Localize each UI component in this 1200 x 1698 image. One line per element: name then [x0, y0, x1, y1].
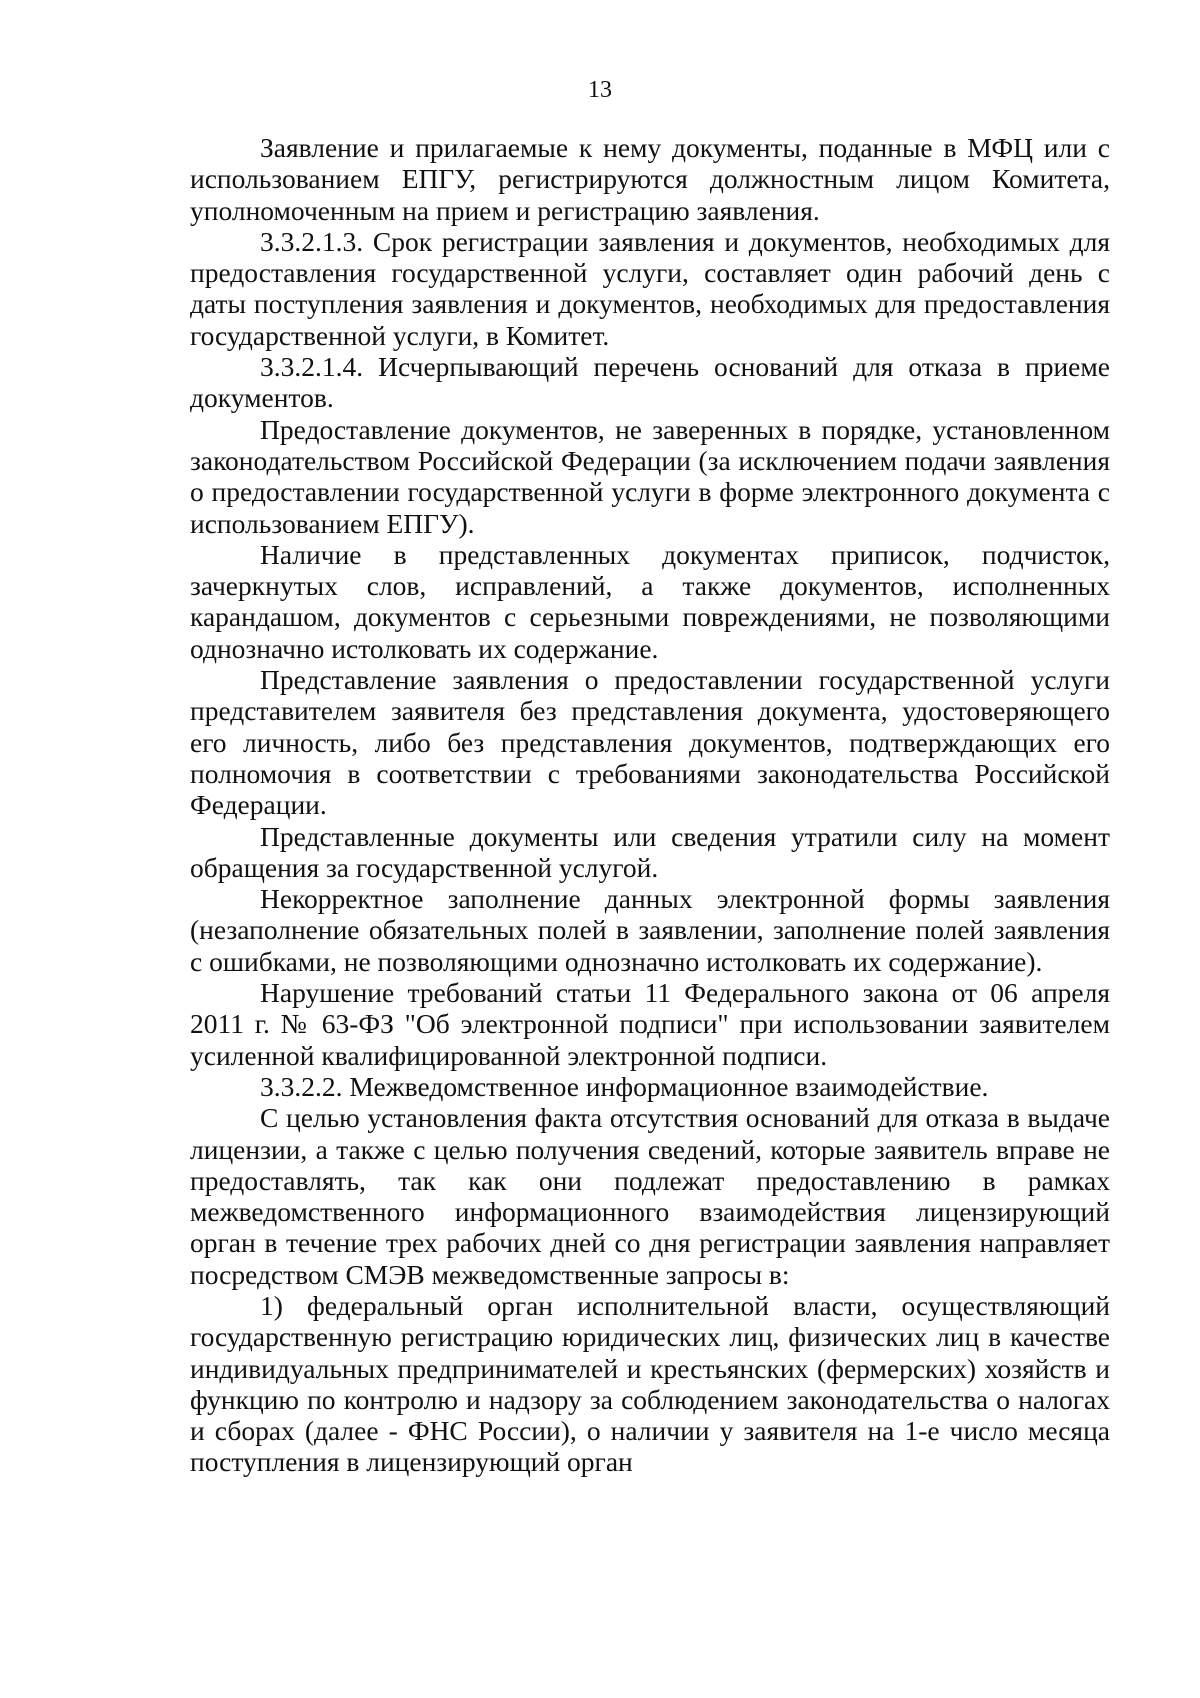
paragraph: 3.3.2.1.3. Срок регистрации заявления и документов, необходимых для предоставления государственной услуги, составляет один рабочий день с даты поступления заявления и документов, необходимых для предоставления государственной услуги, в Комитет.: [190, 225, 1110, 351]
paragraph: 3.3.2.1.4. Исчерпывающий перечень оснований для отказа в приеме документов.: [190, 351, 1110, 414]
paragraph: Некорректное заполнение данных электронной формы заявления (незаполнение обязательных полей в заявлении, заполнение полей заявления с ошибками, не позволяющими однозначно истолковать их содержание).: [190, 883, 1110, 977]
paragraph: Наличие в представленных документах приписок, подчисток, зачеркнутых слов, исправлений, а также документов, исполненных карандашом, документов с серьезными повреждениями, не позволяющими однозначно истолковать их содержание.: [190, 538, 1110, 664]
paragraph: Представленные документы или сведения утратили силу на момент обращения за государственной услугой.: [190, 820, 1110, 883]
document-body: [190, 132, 1110, 1478]
page-number: 13: [588, 77, 612, 103]
paragraph: Нарушение требований статьи 11 Федерального закона от 06 апреля 2011 г. № 63-ФЗ "Об электронной подписи" при использовании заявителем усиленной квалифицированной электронной подписи.: [190, 977, 1110, 1071]
paragraph: 3.3.2.2. Межведомственное информационное взаимодействие.: [260, 1070, 989, 1102]
paragraph: Заявление и прилагаемые к нему документы, поданные в МФЦ или с использованием ЕПГУ, регистрируются должностным лицом Комитета, уполномоченным на прием и регистрацию заявления.: [190, 132, 1110, 226]
paragraph: Представление заявления о предоставлении государственной услуги представителем заявителя без представления документа, удостоверяющего его личность, либо без представления документов, подтверждающих его полномочия в соответствии с требованиями законодательства Российской Федерации.: [190, 664, 1110, 821]
paragraph: 1) федеральный орган исполнительной власти, осуществляющий государственную регистрацию юридических лиц, физических лиц в качестве индивидуальных предпринимателей и крестьянских (фермерских) хозяйств и функцию по контролю и надзору за соблюдением законодательства о налогах и сборах (далее - ФНС России), о наличии у заявителя на 1-е число месяца поступления в лицензирующий орган: [190, 1289, 1110, 1478]
paragraph: Предоставление документов, не заверенных в порядке, установленном законодательством Российской Федерации (за исключением подачи заявления о предоставлении государственной услуги в форме электронного документа с использованием ЕПГУ).: [190, 413, 1110, 539]
paragraph: С целью установления факта отсутствия оснований для отказа в выдаче лицензии, а также с целью получения сведений, которые заявитель вправе не предоставлять, так как они подлежат предоставлению в рамках межведомственного информационного взаимодействия лицензирующий орган в течение трех рабочих дней со дня регистрации заявления направляет посредством СМЭВ межведомственные запросы в:: [190, 1102, 1110, 1290]
